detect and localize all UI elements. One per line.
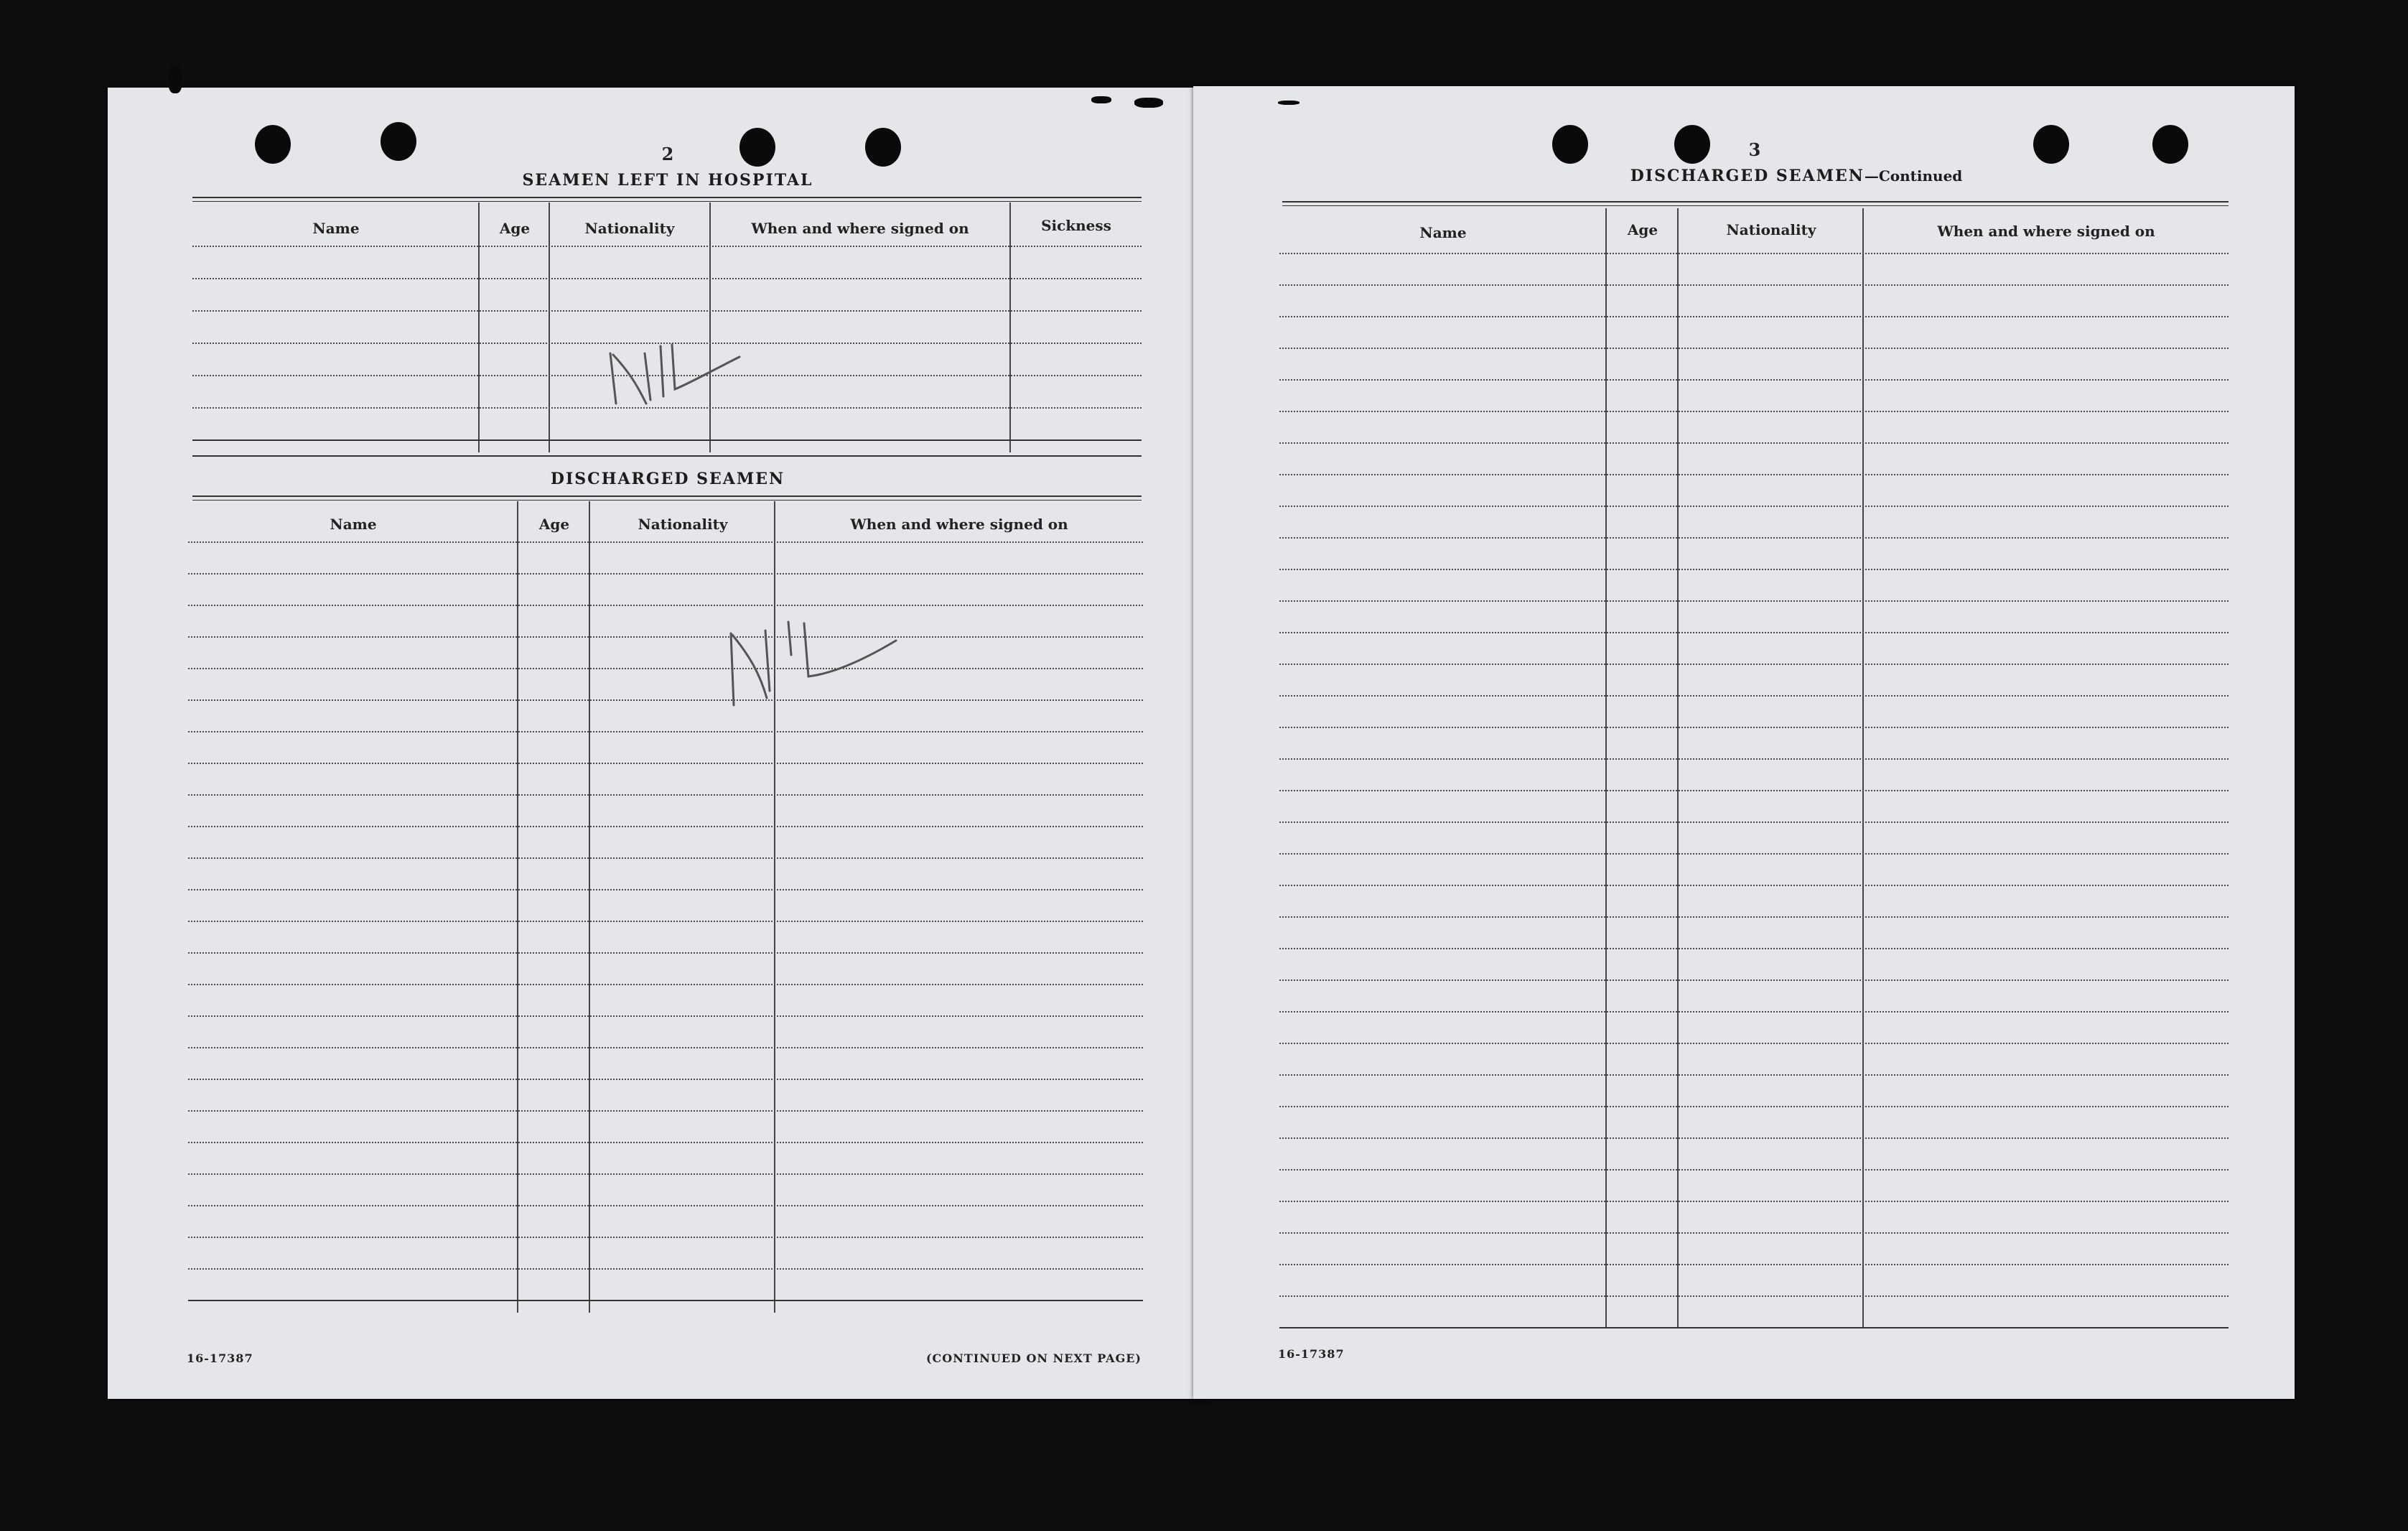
punch-hole — [1552, 125, 1588, 164]
column-header-signed-on: When and where signed on — [850, 516, 1068, 533]
section-rule — [192, 495, 1142, 501]
handwritten-nil-mark — [717, 605, 903, 715]
paper-blemish — [1134, 98, 1163, 108]
table-row — [192, 246, 1142, 247]
column-header-name: Name — [312, 220, 360, 237]
column-header-name: Name — [330, 516, 377, 533]
form-number: 16-17387 — [1278, 1347, 1345, 1361]
column-header-sickness: Sickness — [1041, 217, 1111, 234]
handwritten-nil-mark — [603, 332, 747, 414]
column-header-age: Age — [499, 220, 531, 237]
punch-hole — [865, 128, 901, 167]
top-rule — [1282, 201, 2229, 206]
column-header-signed-on: When and where signed on — [751, 220, 969, 237]
paper-blemish — [168, 65, 182, 93]
top-rule — [192, 197, 1142, 202]
punch-hole — [255, 125, 291, 164]
form-number: 16-17387 — [187, 1351, 253, 1365]
column-header-age: Age — [1627, 221, 1658, 238]
paper-blemish — [1091, 96, 1111, 103]
table-row — [192, 278, 1142, 279]
column-header-age: Age — [538, 516, 570, 533]
continued-note: (CONTINUED ON NEXT PAGE) — [925, 1351, 1142, 1365]
left-page — [108, 88, 1206, 1399]
column-header-name: Name — [1419, 224, 1467, 241]
discharged-section-title: DISCHARGED SEAMEN — [550, 470, 785, 488]
section-rule — [192, 455, 1142, 457]
punch-hole — [2152, 125, 2188, 164]
punch-hole — [1674, 125, 1710, 164]
table-row — [192, 310, 1142, 312]
discharged-continued-table — [1279, 208, 2229, 1328]
discharged-continued-title: DISCHARGED SEAMEN—Continued — [1630, 167, 1963, 185]
page-number: 3 — [1748, 139, 1761, 160]
paper-blemish — [1278, 101, 1299, 105]
hospital-section-title: SEAMEN LEFT IN HOSPITAL — [522, 171, 813, 190]
right-page — [1193, 86, 2295, 1399]
column-header-nationality: Nationality — [1726, 221, 1816, 238]
punch-hole — [2033, 125, 2069, 164]
table-row — [192, 439, 1142, 441]
column-header-nationality: Nationality — [638, 516, 728, 533]
punch-hole — [381, 122, 416, 161]
discharged-table — [188, 501, 1143, 1313]
punch-hole — [739, 128, 775, 167]
page-number: 2 — [661, 144, 674, 164]
column-header-signed-on: When and where signed on — [1937, 223, 2155, 240]
column-header-nationality: Nationality — [584, 220, 675, 237]
hospital-table — [192, 203, 1142, 455]
